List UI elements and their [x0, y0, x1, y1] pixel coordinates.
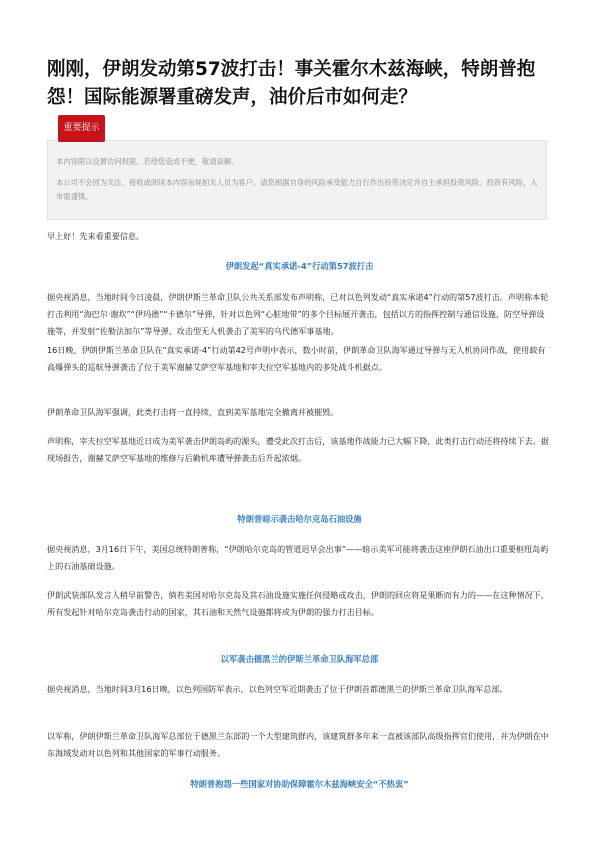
notice-box — [47, 140, 547, 220]
section-heading-57th-strike: 伊朗发起“真实承诺-4”行动第57波打击 — [225, 261, 374, 271]
paragraph-idf-strike: 据央视消息，当地时间3月16日晚，以色列国防军表示，以色列空军近期袭击了位于伊朗首都德黑兰的伊斯兰革命卫队海军总部。 — [47, 684, 508, 694]
notice-line-disclaimer: 本公司不会因为关注、接收或阅读本内容而视相关人员为客户。请您根据自身的风险承受能力自行作出投资决定并自主承担投资风险。投资有风险，入市需谨慎。 — [56, 178, 538, 201]
article-title: 刚刚，伊朗发动第57波打击！事关霍尔木兹海峡，特朗普抱怨！国际能源署重磅发声，油价后市如何走？ — [47, 59, 536, 108]
notice-line-access: 本内容限以设置访问权限，若给您造成不便，敬请谅解。 — [56, 157, 239, 166]
section-heading-kharg-island: 特朗普暗示袭击哈尔克岛石油设施 — [237, 514, 362, 524]
section-heading-hormuz-complaint: 特朗普抱怨一些国家对协助保障霍尔木兹海峡安全“不热衷” — [190, 779, 409, 789]
paragraph-hq-description: 以军称，伊朗伊斯兰革命卫队海军总部位于德黑兰东部的一个大型建筑群内，该建筑群多年来一直被该部队高级指挥官们使用，并为伊朗在中东海域发动对以色列和其他国家的军事行动服务。 — [47, 731, 549, 758]
section-heading-tehran-navy-hq: 以军袭击德黑兰的伊斯兰革命卫队海军总部 — [220, 654, 379, 664]
paragraph-navy-missile-strike: 16日晚，伊朗伊斯兰革命卫队在“真实承诺-4”行动第42号声明中表示，数小时前，伊朗革命卫队海军通过导弹与无人机协同作战，使用载有高爆弹头的巡航导弹袭击了位于美军谢赫艾萨空军基地和宰夫拉空军基地内的多处战斗机据点。 — [47, 345, 546, 372]
paragraph-base-damage: 声明称，宰夫拉空军基地近日成为美军袭击伊朗岛屿的源头，遭受此次打击后，该基地作战能力已大幅下降，此类打击行动还将持续下去。据现场报告，谢赫艾萨空军基地的维修与后勤机库遭导弹袭击后升起浓烟。 — [47, 436, 549, 463]
paragraph-iran-response: 伊朗武装部队发言人稍早前警告，倘若美国对哈尔克岛及其石油设施实施任何侵略或攻击，伊朗的回应将是果断而有力的——在这种情况下，所有发起针对哈尔克岛袭击行动的国家，其石油和天然气设施都将成为伊朗的强力打击目标。 — [47, 590, 549, 617]
paragraph-strike-announcement: 据央视消息，当地时间今日凌晨，伊朗伊斯兰革命卫队公共关系部发布声明称，已对以色列发动“真实承诺4”行动的第57波打击。声明称本轮打击利用“海巴尔·谢坎”“伊玛德”“卡德尔”导弹，针对以色列“心脏地带”的多个目标展开袭击，包括以方的指挥控制与通信设施、防空导弹设施等，并发射“佐勒法加尔”等导弹、攻击型无人机袭击了美军的乌代德军事基地。 — [47, 292, 549, 336]
paragraph-trump-statement: 据央视消息，3月16日下午，美国总统特朗普称，“伊朗哈尔克岛的管道迟早会出事”——暗示美军可能将袭击这座伊朗石油出口重要枢纽岛屿上的石油基础设施。 — [47, 544, 549, 571]
greeting-text: 早上好！先来看重要信息。 — [47, 231, 145, 241]
paragraph-navy-warning: 伊朗革命卫队海军强调，此类打击将一直持续，直到美军基地完全撤离并被摧毁。 — [47, 407, 339, 417]
important-notice-badge: 重要提示 — [58, 115, 105, 142]
